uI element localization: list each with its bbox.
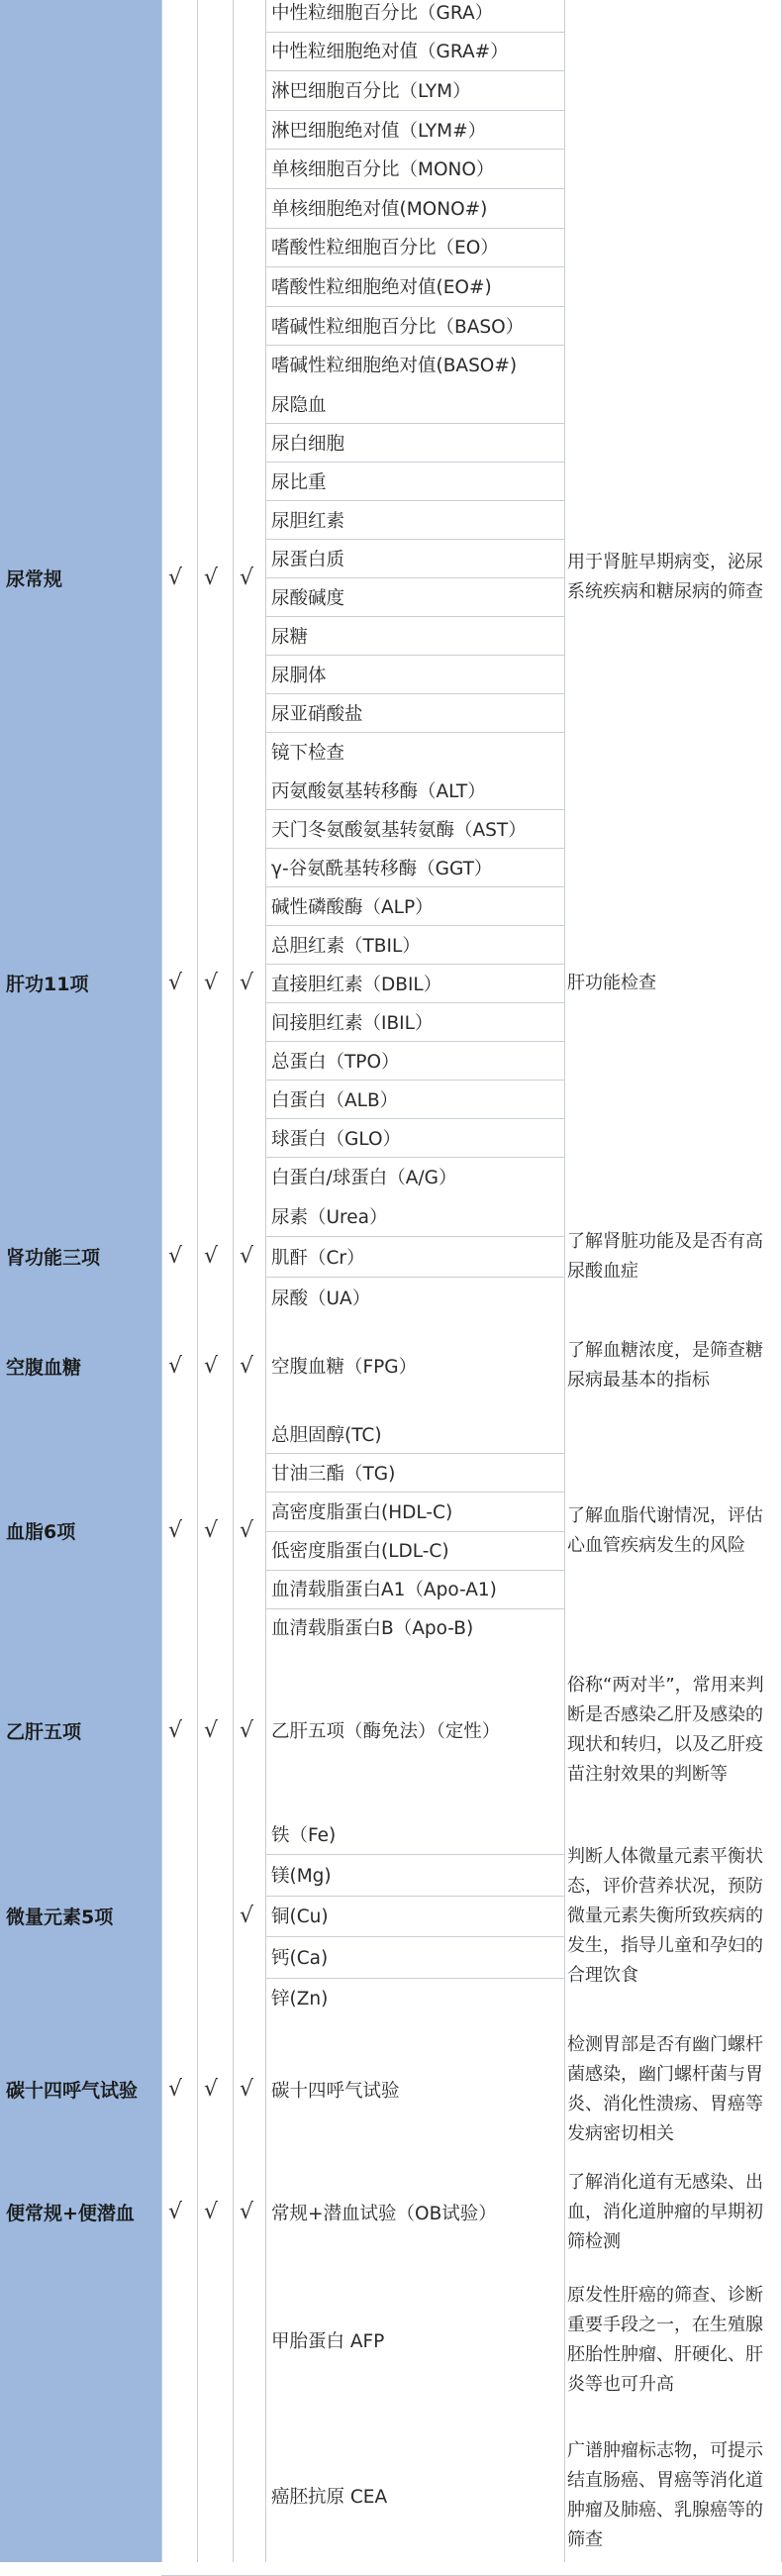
description-text: 检测胃部是否有幽门螺杆菌感染，幽门螺杆菌与胃炎、消化性溃疡、胃癌等发病密切相关 [567,2033,763,2144]
test-item: 尿蛋白质 [271,549,345,570]
package-check-mark: √ [203,565,219,590]
section-description [567,1317,775,1414]
description-text: 广谱肿瘤标志物，可提示结直肠癌、胃癌等消化道肿瘤及肺癌、乳腺癌等的筛查 [567,2440,763,2550]
item-divider [265,306,564,307]
section-name: 血脂6项 [6,1521,76,1543]
section-description [567,1647,775,1813]
test-item: 尿比重 [271,471,327,493]
section-name: 肝功11项 [6,974,89,995]
package-check-mark: √ [239,1904,254,1928]
column-divider [265,0,266,2562]
test-item: 淋巴细胞绝对值（LYM#） [271,120,487,142]
test-item: 嗜碱性粒细胞百分比（BASO） [271,316,525,338]
package-check-mark [196,1813,226,2018]
section-description [567,771,775,1195]
package-check-mark: √ [167,971,183,995]
item-divider [265,266,564,267]
description-text: 了解消化道有无感染、出血，消化道肿瘤的早期初筛检测 [567,2171,763,2252]
test-item: 单核细胞绝对值(MONO#) [271,198,488,220]
test-item: 碳十四呼气试验 [271,2080,400,2102]
test-item: 嗜碱性粒细胞绝对值(BASO#) [271,356,518,377]
item-divider [265,809,564,810]
item-divider [265,539,564,540]
item-divider [265,462,564,463]
package-check-mark: √ [239,1353,254,1379]
section-name [6,2417,159,2575]
item-divider [265,423,564,424]
test-item: 尿素（Urea） [271,1206,388,1228]
package-check-mark: √ [167,2077,183,2102]
test-item: 低密度脂蛋白(LDL-C) [271,1541,449,1563]
item-divider [265,925,564,926]
description-text: 原发性肝癌的筛查、诊断重要手段之一，在生殖腺胚胎性肿瘤、肝硬化、肝炎等也可升高 [567,2285,763,2395]
item-divider [265,616,564,617]
test-item: 中性粒细胞绝对值（GRA#） [271,42,509,63]
package-check-mark [196,0,226,384]
test-item: 单核细胞百分比（MONO） [271,159,495,181]
package-check-mark: √ [239,1244,254,1269]
test-item: 尿隐血 [271,394,327,416]
test-item: 淋巴细胞百分比（LYM） [271,80,471,102]
test-item: 锌(Zn) [271,1989,329,2010]
section-description [567,384,775,771]
package-check-mark: √ [203,2200,219,2224]
description-text: 了解血糖浓度，是筛查糖尿病最基本的指标 [567,1340,763,1391]
package-check-mark: √ [203,2077,219,2102]
column-divider [233,0,234,2562]
test-item: 碱性磷酸酶（ALP） [271,896,434,918]
item-divider [265,655,564,656]
test-item: 癌胚抗原 CEA [271,2487,388,2508]
item-divider [265,732,564,733]
section-description [567,2264,775,2417]
package-check-mark: √ [239,2077,254,2102]
item-divider [265,693,564,694]
test-item: 血清载脂蛋白B（Apo-B) [271,1618,474,1640]
test-item: 天门冬氨酸氨基转氨酶（AST） [271,819,527,841]
package-check-mark: √ [239,1717,254,1743]
test-item: 肌酐（Cr） [271,1247,365,1269]
test-item: 总蛋白（TPO） [271,1051,400,1073]
item-divider [265,964,564,965]
test-item: 尿白细胞 [271,433,345,455]
package-check-mark: √ [203,1244,219,1269]
package-check-mark: √ [167,1518,183,1543]
section-description [567,1813,775,2018]
package-check-mark: √ [203,971,219,995]
description-text: 了解血脂代谢情况，评估心血管疾病发生的风险 [567,1504,763,1556]
item-divider [265,1978,564,1979]
test-item: 尿胆红素 [271,510,345,532]
item-divider [265,70,564,71]
section-description [567,2160,775,2264]
test-item: 空腹血糖（FPG） [271,1357,418,1378]
test-item: 丙氨酸氨基转移酶（ALT） [271,780,486,802]
package-check-mark: √ [203,1717,219,1743]
test-item: 尿糖 [271,626,309,648]
test-item: 常规+潜血试验（OB试验） [271,2203,497,2224]
test-item: 血清载脂蛋白A1（Apo-A1) [271,1580,497,1601]
section-description [567,1195,775,1317]
item-divider [265,110,564,111]
item-divider [265,848,564,849]
item-divider [265,188,564,189]
test-item: γ-谷氨酰基转移酶（GGT） [271,858,493,879]
section-name [6,2264,159,2417]
column-divider [564,0,565,2562]
test-item: 钙(Ca) [271,1947,329,1969]
package-check-mark [160,1813,190,2018]
section-description [567,2417,775,2575]
test-item: 甲胎蛋白 AFP [271,2331,385,2352]
package-check-mark: √ [239,2200,254,2224]
item-divider [265,500,564,501]
description-text: 用于肾脏早期病变，泌尿系统疾病和糖尿病的筛查 [567,552,763,602]
item-divider [265,1531,564,1532]
package-check-mark [196,2417,226,2575]
test-item: 尿亚硝酸盐 [271,703,363,725]
item-divider [265,886,564,887]
test-item: 尿酸（UA） [271,1288,371,1309]
item-divider [265,1277,564,1278]
package-check-mark: √ [239,565,254,590]
package-check-mark [196,2264,226,2417]
item-divider [265,1896,564,1897]
description-text: 了解肾脏功能及是否有高尿酸血症 [567,1230,763,1282]
column-divider [197,0,198,2562]
test-item: 间接胆红素（IBIL） [271,1012,434,1034]
package-check-mark [232,2264,261,2417]
item-divider [265,1453,564,1454]
test-item: 球蛋白（GLO） [271,1128,402,1150]
section-description [567,1414,775,1647]
test-item: 中性粒细胞百分比（GRA） [271,2,494,24]
section-name: 微量元素5项 [6,1906,114,1928]
column-divider [161,0,162,2562]
description-text: 判断人体微量元素平衡状态，评价营养状况，预防微量元素失衡所致疾病的发生，指导儿童和孕妇的合理饮食 [567,1845,763,1986]
package-check-mark: √ [239,1518,254,1543]
package-check-mark [160,2417,190,2575]
item-divider [265,1236,564,1237]
package-check-mark: √ [167,2200,183,2224]
section-name [6,0,159,384]
package-check-mark [160,0,190,384]
item-divider [265,1041,564,1042]
test-item: 嗜酸性粒细胞绝对值(EO#) [271,276,492,298]
package-check-mark: √ [203,1518,219,1543]
item-divider [265,1570,564,1571]
item-divider [265,1157,564,1158]
section-name: 碳十四呼气试验 [6,2080,139,2102]
package-check-mark [160,2264,190,2417]
item-divider [265,32,564,33]
item-divider [265,1492,564,1493]
test-item: 白蛋白/球蛋白（A/G） [271,1167,457,1188]
test-item: 镜下检查 [271,742,345,764]
description-text: 俗称“两对半”，常用来判断是否感染乙肝及感染的现状和转归，以及乙肝疫苗注射效果的判断等 [567,1675,764,1785]
test-item: 铁（Fe) [271,1824,337,1846]
package-check-mark: √ [167,1717,183,1743]
test-item: 高密度脂蛋白(HDL-C) [271,1501,453,1523]
test-item: 甘油三酯（TG) [271,1463,396,1485]
test-item: 尿胴体 [271,665,327,686]
section-name: 尿常规 [6,567,63,590]
package-check-mark [232,0,261,384]
item-divider [265,345,564,346]
item-divider [265,228,564,229]
test-item: 白蛋白（ALB） [271,1089,399,1111]
section-description [567,0,775,384]
item-divider [265,1608,564,1609]
description-text: 肝功能检查 [567,972,656,993]
package-check-mark: √ [203,1353,219,1379]
package-check-mark: √ [239,971,254,995]
package-check-mark: √ [167,1244,183,1269]
section-name: 空腹血糖 [6,1356,82,1379]
test-item: 乙肝五项（酶免法）（定性） [271,1721,501,1742]
test-item: 尿酸碱度 [271,587,345,609]
package-check-mark: √ [167,1353,183,1379]
section-description [567,2018,775,2160]
item-divider [265,1936,564,1937]
item-divider [265,149,564,150]
test-item: 直接胆红素（DBIL） [271,974,442,995]
item-divider [265,577,564,578]
section-name: 乙肝五项 [6,1720,82,1743]
section-name: 肾功能三项 [6,1247,101,1269]
package-check-mark [232,2417,261,2575]
package-check-mark: √ [167,565,183,590]
test-item: 铜(Cu) [271,1906,329,1928]
test-item: 总胆红素（TBIL） [271,935,421,957]
item-divider [265,1080,564,1081]
item-divider [265,1118,564,1119]
test-item: 镁(Mg) [271,1866,332,1888]
item-divider [265,1854,564,1855]
section-name: 便常规+便潜血 [6,2203,135,2224]
test-item: 总胆固醇(TC) [271,1424,382,1446]
item-divider [265,1002,564,1003]
test-item: 嗜酸性粒细胞百分比（EO） [271,238,499,259]
